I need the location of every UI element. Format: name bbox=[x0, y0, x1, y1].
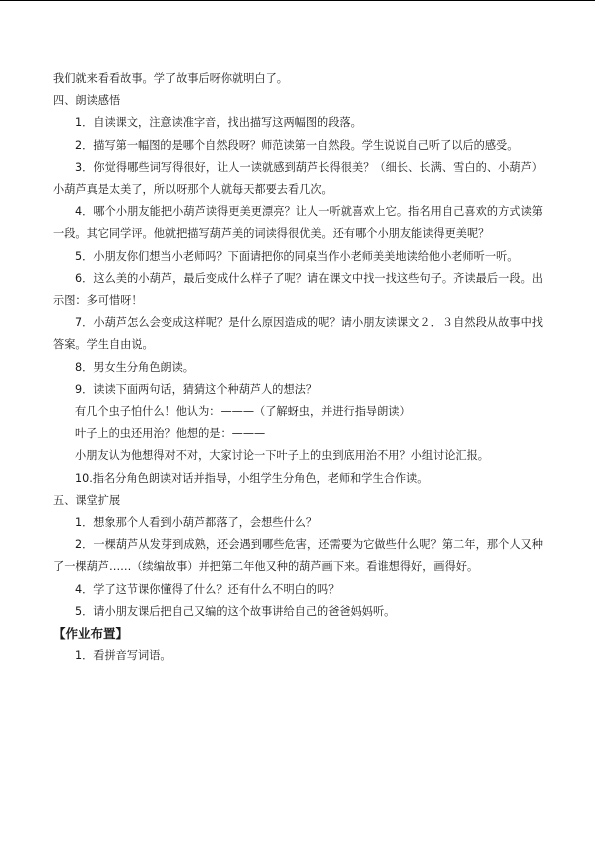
list-item-4-9b: 叶子上的虫还用治？他想的是：——— bbox=[75, 427, 266, 441]
list-item-5-2: 2．一棵葫芦从发芽到成熟，还会遇到哪些危害，还需要为它做些什么呢？第二年，那个人又种了一棵葫芦……（续编故事）并把第二年他又种的葫芦画下来。看谁想得好，画得好。 bbox=[53, 538, 543, 574]
section-heading-5: 五、课堂扩展 bbox=[53, 493, 121, 507]
list-item-4-9: 9．读读下面两句话，猜猜这个种葫芦人的想法？ bbox=[75, 382, 318, 396]
homework-item-1: 1．看拼音写词语。 bbox=[75, 649, 172, 663]
list-item-4-2: 2．描写第一幅图的是哪个自然段呀？师范读第一自然段。学生说说自己听了以后的感受。 bbox=[75, 138, 519, 152]
list-item-4-6: 6．这么美的小葫芦，最后变成什么样子了呢？请在课文中找一找这些句子。齐读最后一段。出示图：多可惜呀！ bbox=[53, 271, 543, 308]
list-item-4-8: 8．男女生分角色朗读。 bbox=[75, 360, 194, 374]
list-item-4-4: 4．哪个小朋友能把小葫芦读得更美更漂亮？让人一听就喜欢上它。指名用自己喜欢的方式读第一段。其它同学评。他就把描写葫芦美的词读得很优美。还有哪个小朋友能读得更美呢？ bbox=[53, 205, 543, 241]
list-item-4-9c: 小朋友认为他想得对不对，大家讨论一下叶子上的虫到底用治不用？小组讨论汇报。 bbox=[75, 449, 489, 463]
list-item-4-7: 7．小葫芦怎么会变成这样呢？是什么原因造成的呢？请小朋友读课文２．３自然段从故事中找答案。学生自由说。 bbox=[53, 316, 543, 352]
list-item-4-5: 5．小朋友你们想当小老师吗？下面请把你的同桌当作小老师美美地读给他小老师听一听。 bbox=[75, 249, 519, 263]
list-item-5-4: 4．学了这节课你懂得了什么？还有什么不明白的吗？ bbox=[75, 582, 340, 596]
list-item-4-10: 10.指名分角色朗读对话并指导，小组学生分角色，老师和学生合作读。 bbox=[75, 471, 429, 485]
paragraph-intro: 我们就来看看故事。学了故事后呀你就明白了。 bbox=[53, 72, 288, 85]
section-heading-4: 四、朗读感悟 bbox=[53, 94, 121, 108]
homework-heading: 【作业布置】 bbox=[53, 626, 129, 642]
top-border-line bbox=[0, 0, 595, 1]
list-item-4-3: 3．你觉得哪些词写得很好，让人一读就感到葫芦长得很美？（细长、长满、雪白的、小葫芦）小葫芦真是太美了，所以呀那个人就每天都要去看几次。 bbox=[53, 160, 543, 197]
document-body bbox=[53, 68, 543, 667]
list-item-4-9a: 有几个虫子怕什么！他认为：———（了解蚜虫，并进行指导朗读） bbox=[75, 405, 411, 419]
list-item-5-5: 5．请小朋友课后把自己又编的这个故事讲给自己的爸爸妈妈听。 bbox=[75, 604, 396, 618]
list-item-4-1: 1．自读课文，注意读准字音，找出描写这两幅图的段落。 bbox=[75, 116, 362, 130]
list-item-5-1: 1．想象那个人看到小葫芦都落了，会想些什么？ bbox=[75, 516, 318, 530]
